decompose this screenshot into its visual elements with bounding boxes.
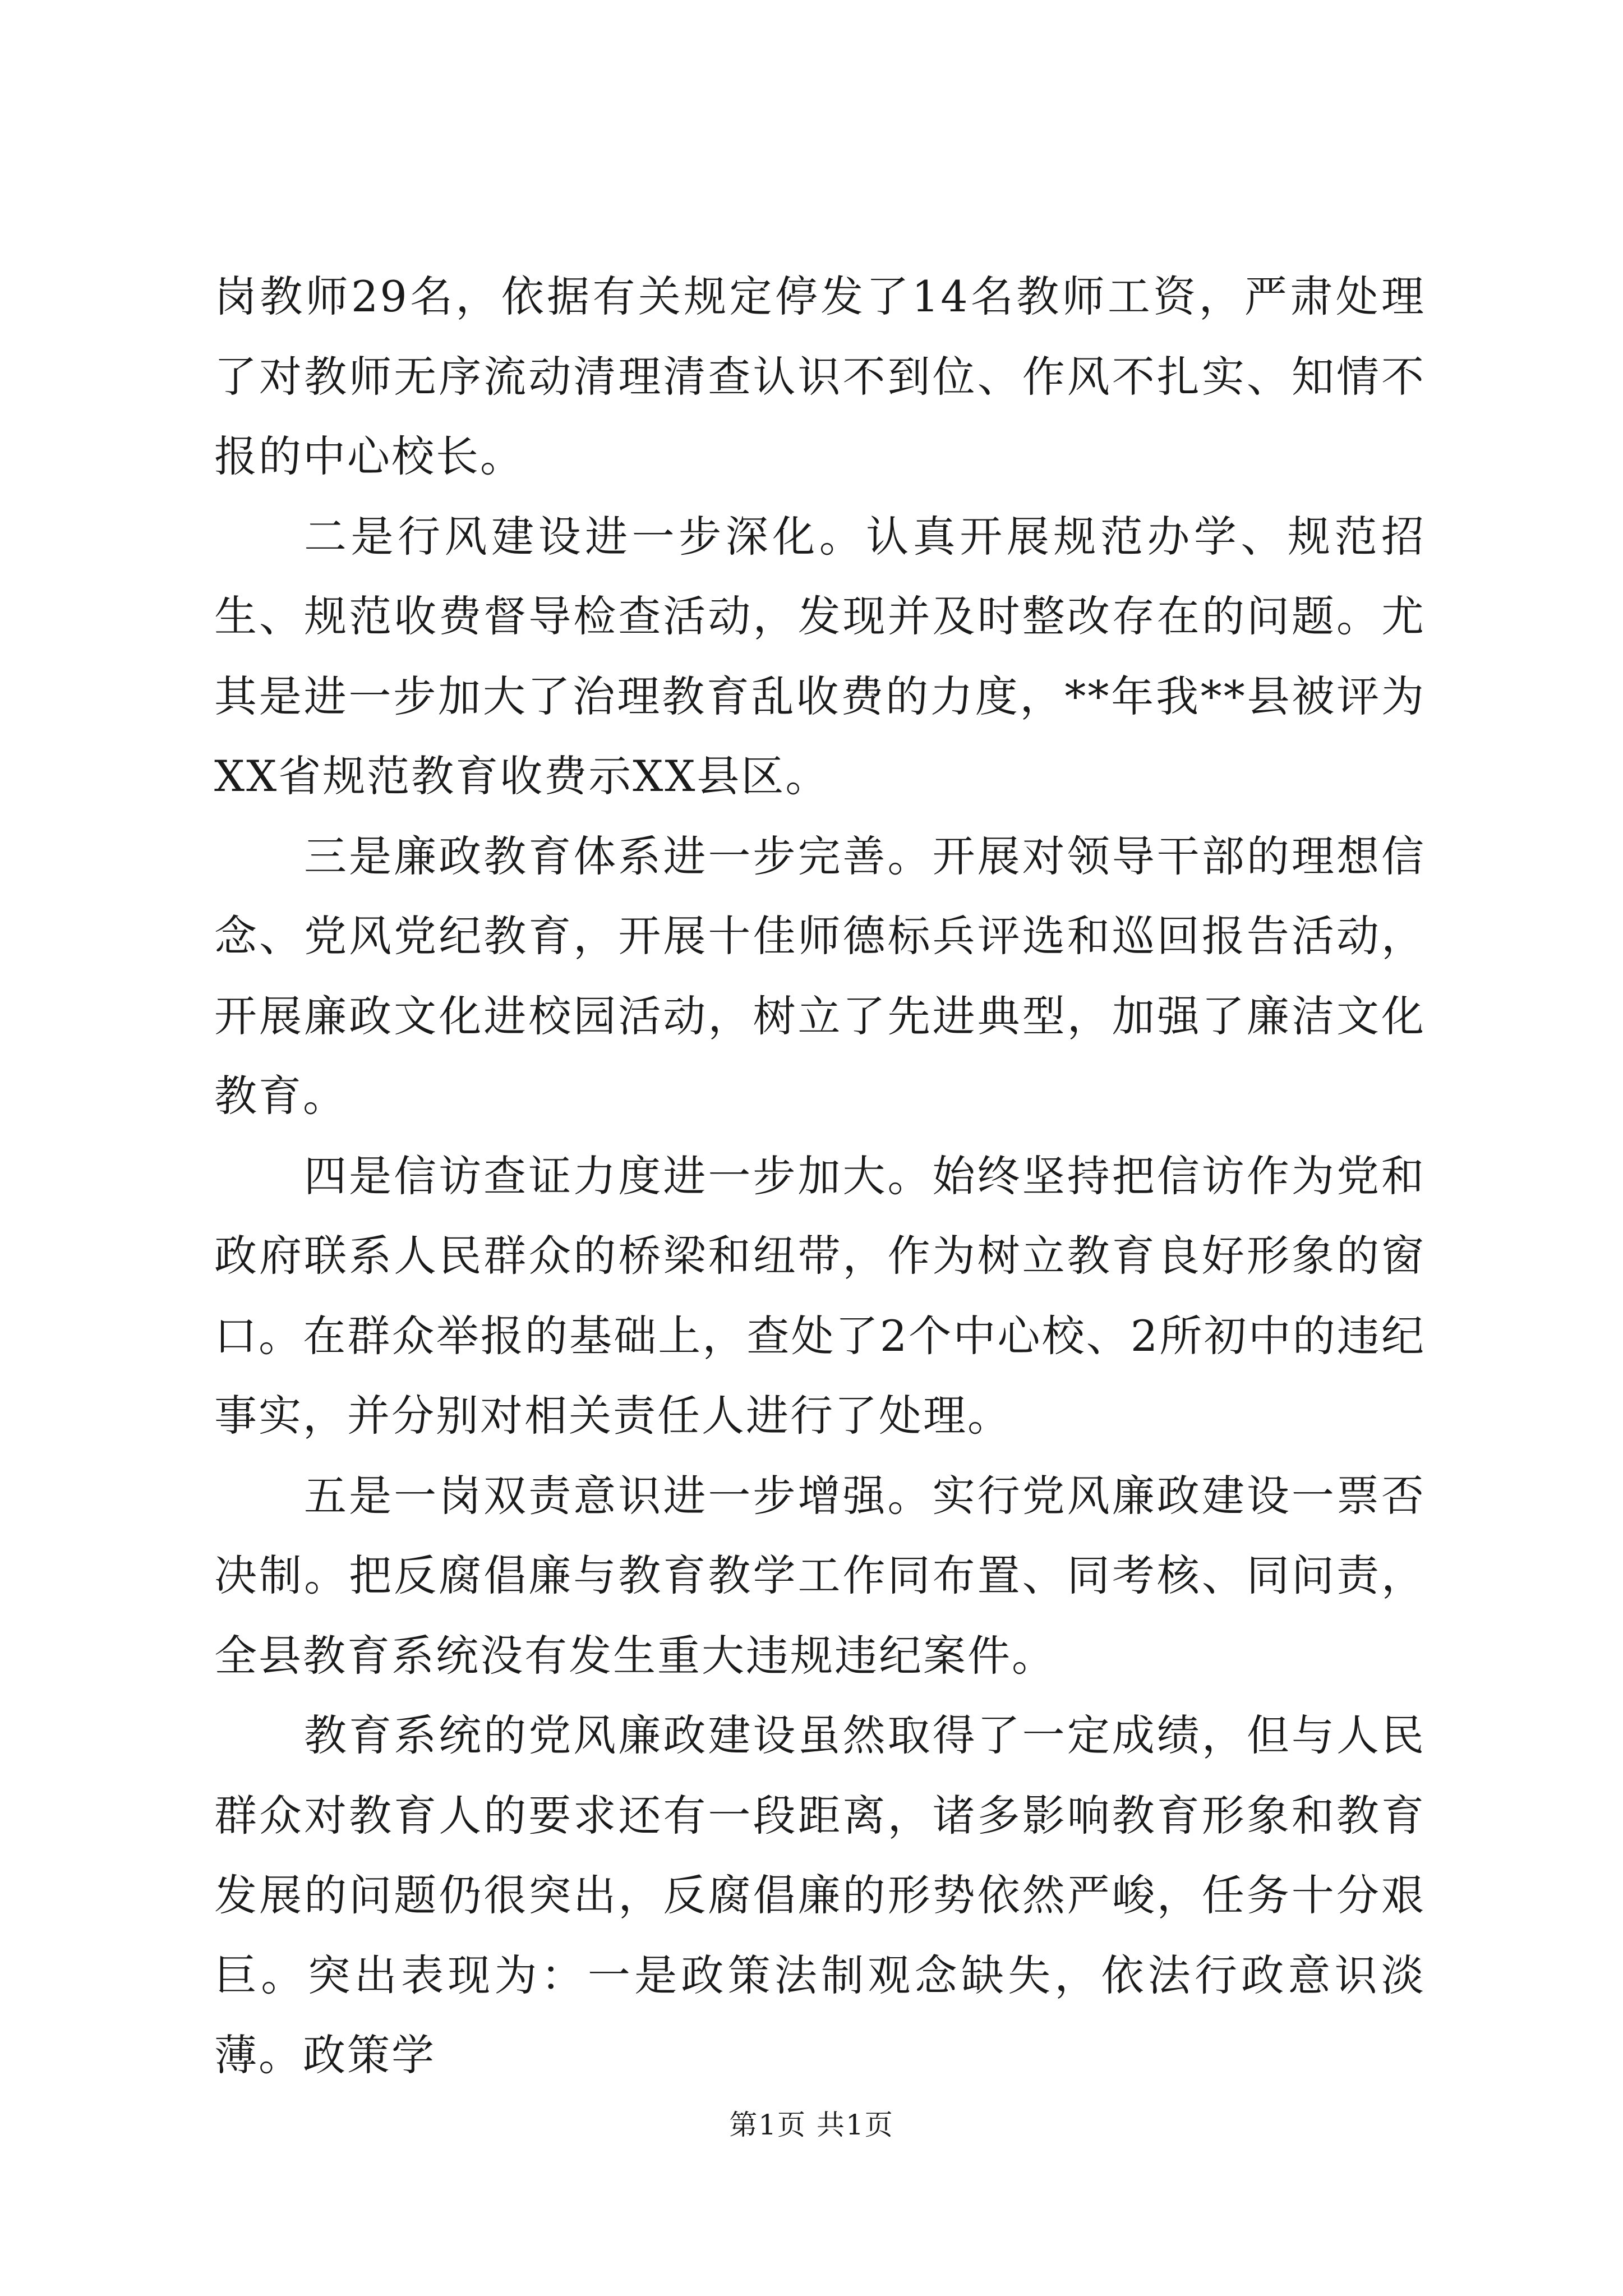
page-number-footer: 第1页 共1页 bbox=[729, 2109, 894, 2141]
document-body bbox=[214, 257, 1426, 2096]
paragraph-petition-investigation: 四是信访查证力度进一步加大。始终坚持把信访作为党和政府联系人民群众的桥梁和纽带，作为树立教育良好形象的窗口。在群众举报的基础上，查处了2个中心校、2所初中的违纪事实，并分别对相关责任人进行了处理。 bbox=[214, 1151, 1426, 1441]
paragraph-remaining-problems: 教育系统的党风廉政建设虽然取得了一定成绩，但与人民群众对教育人的要求还有一段距离，诸多影响教育形象和教育发展的问题仍很突出，反腐倡廉的形势依然严峻，任务十分艰巨。突出表现为：一是政策法制观念缺失，依法行政意识淡薄。政策学 bbox=[214, 1710, 1426, 2080]
paragraph-integrity-education: 三是廉政教育体系进一步完善。开展对领导干部的理想信念、党风党纪教育，开展十佳师德标兵评选和巡回报告活动，开展廉政文化进校园活动，树立了先进典型，加强了廉洁文化教育。 bbox=[214, 831, 1426, 1121]
paragraph-dual-responsibility: 五是一岗双责意识进一步增强。实行党风廉政建设一票否决制。把反腐倡廉与教育教学工作同布置、同考核、同问责，全县教育系统没有发生重大违规违纪案件。 bbox=[214, 1470, 1426, 1681]
paragraph-continued-from-previous-page: 岗教师29名，依据有关规定停发了14名教师工资，严肃处理了对教师无序流动清理清查认识不到位、作风不扎实、知情不报的中心校长。 bbox=[214, 272, 1426, 481]
paragraph-conduct-building: 二是行风建设进一步深化。认真开展规范办学、规范招生、规范收费督导检查活动，发现并及时整改存在的问题。尤其是进一步加大了治理教育乱收费的力度，**年我**县被评为XX省规范教育收费示XX县区。 bbox=[214, 511, 1426, 801]
